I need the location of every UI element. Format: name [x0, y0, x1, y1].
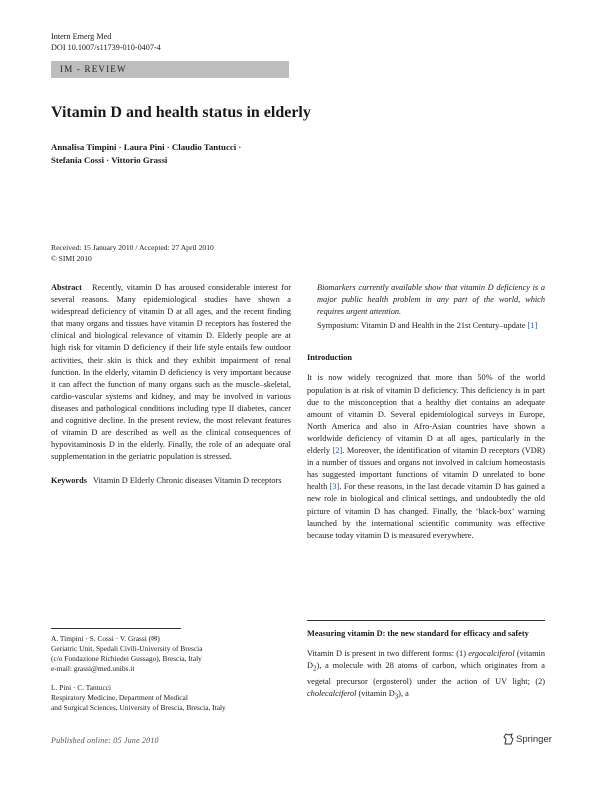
measuring-text-1: Vitamin D is present in two different forms: (1) — [307, 649, 469, 659]
abstract — [51, 282, 291, 463]
published-online: Published online: 05 June 2010 — [51, 736, 159, 745]
intro-text-b: . Moreover, the identification of vitamin D receptors (VDR) in a number of tissues and organs not involved in calcium homeostasis has suggested important functions of vitamin D unrelated to bone health — [307, 446, 545, 492]
journal-header — [51, 31, 161, 53]
received-accepted: Received: 15 January 2010 / Accepted: 27 April 2010 — [51, 243, 214, 252]
publisher-logo — [503, 733, 552, 745]
epigraph-source-text: Symposium: Vitamin D and Health in the 21st Century–update — [317, 321, 528, 331]
measuring-text — [307, 648, 545, 704]
abstract-text: Recently, vitamin D has aroused considerable interest for several reasons. Many epidemiological studies have shown a widespread deficiency of vitamin D at all ages, and the recent finding that many organs and tissues have vitamin D receptors has fostered the clinical and biological relevance of vitamin D. Elderly people are at high risk for vitamin D deficiency if their life style entails few outdoor activities, their skin is thick and they exhibit impairment of renal function. In the elderly, vitamin D deficiency is very important because it can affect the function of many organs such as the muscle–skeletal, cardio-vascular systems and kidney, and may be involved in various diseases and pathological conditions including type II diabetes, cancer and cognitive decline. In the present review, the most relevant features of vitamin D are described as well as the clinical consequences of hypovitaminosis D in the elderly. Finally, the role of an adequate oral supplementation in the geriatric population is stressed. — [51, 283, 291, 462]
keywords-label: Keywords — [51, 476, 87, 486]
left-column — [51, 282, 291, 488]
term-cholecalciferol: cholecalciferol — [307, 689, 357, 699]
intro-text-c: . For these reasons, in the last decade vitamin D has gained a new role in biological and clinical settings, and undoubtedly the old picture of vitamin D has changed. Finally, the ‘black-box’ warning launched by the international scientific community was effective because today vitamin D is measured everywhere. — [307, 482, 545, 540]
intro-text-a: It is now widely recognized that more than 50% of the world population is at risk of vitamin D deficiency. This deficiency is in part due to the misconception that a healthy diet contains an adequate amount of vitamin D. Several epidemiological surveys in Europe, North America and also in Afro-Asian countries have shown a worldwide deficiency of vitamin D at all ages, particularly in the elderly — [307, 373, 545, 456]
epigraph-quote: Biomarkers currently available show that vitamin D deficiency is a major public health problem in any part of the world, which requires urgent attention. — [317, 283, 545, 317]
affiliation-2-location: and Surgical Sciences, University of Brescia, Brescia, Italy — [51, 703, 226, 712]
subscript-3: 3 — [394, 693, 399, 701]
affiliation-2-department: Respiratory Medicine, Department of Medical — [51, 693, 188, 702]
measuring-text-2: (vitamin D — [307, 649, 546, 671]
measuring-heading: Measuring vitamin D: the new standard for efficacy and safety — [307, 629, 529, 638]
section-divider — [307, 620, 545, 621]
affiliation-2-authors: L. Pini · C. Tantucci — [51, 683, 112, 692]
author-list — [51, 141, 311, 167]
measuring-text-5: ), a — [398, 689, 409, 699]
affiliation-1-unit: Geriatric Unit, Spedali Civili-University of Brescia — [51, 644, 203, 653]
citation-link-2[interactable]: [2] — [332, 446, 343, 456]
epigraph-source — [307, 320, 545, 332]
doi: DOI 10.1007/s11739-010-0407-4 — [51, 43, 161, 52]
affiliations — [51, 634, 291, 713]
citation-link-3[interactable]: [3] — [329, 482, 340, 492]
keywords-text: Vitamin D Elderly Chronic diseases Vitamin D receptors — [93, 476, 282, 486]
authors-line-1: Annalisa Timpini · Laura Pini · Claudio Tantucci · — [51, 142, 242, 152]
subscript-2: 2 — [313, 665, 317, 673]
authors-line-2: Stefania Cossi · Vittorio Grassi — [51, 155, 168, 165]
paper-title: Vitamin D and health status in elderly — [51, 104, 311, 121]
introduction-text — [307, 372, 545, 541]
measuring-text-3: ), a molecule with 28 atoms of carbon, which originates from a vegetal precursor (ergosterol) under the action of UV light; (2) — [307, 661, 545, 686]
journal-name: Intern Emerg Med — [51, 32, 112, 41]
keywords — [51, 475, 291, 487]
affiliation-1-email[interactable]: e-mail: grassi@med.unibs.it — [51, 664, 135, 673]
affiliation-1-authors: A. Timpini · S. Cossi · V. Grassi (✉) — [51, 634, 160, 643]
section-label: IM - REVIEW — [60, 64, 127, 74]
citation-link-1[interactable]: [1] — [527, 321, 538, 331]
term-ergocalciferol: ergocalciferol — [468, 649, 515, 659]
affiliation-1-location: (c/o Fondazione Richiedei Gussago), Brescia, Italy — [51, 654, 202, 663]
springer-horse-icon — [503, 733, 514, 745]
copyright: © SIMI 2010 — [51, 253, 92, 263]
abstract-label: Abstract — [51, 283, 82, 292]
introduction-heading: Introduction — [307, 353, 353, 363]
footnote-divider — [51, 628, 181, 629]
measuring-text-4: (vitamin D — [356, 689, 395, 699]
article-dates — [51, 243, 214, 264]
measuring-section — [307, 628, 545, 704]
publisher-name: Springer — [516, 734, 552, 745]
section-label-bar — [51, 61, 289, 78]
right-column — [307, 282, 545, 542]
